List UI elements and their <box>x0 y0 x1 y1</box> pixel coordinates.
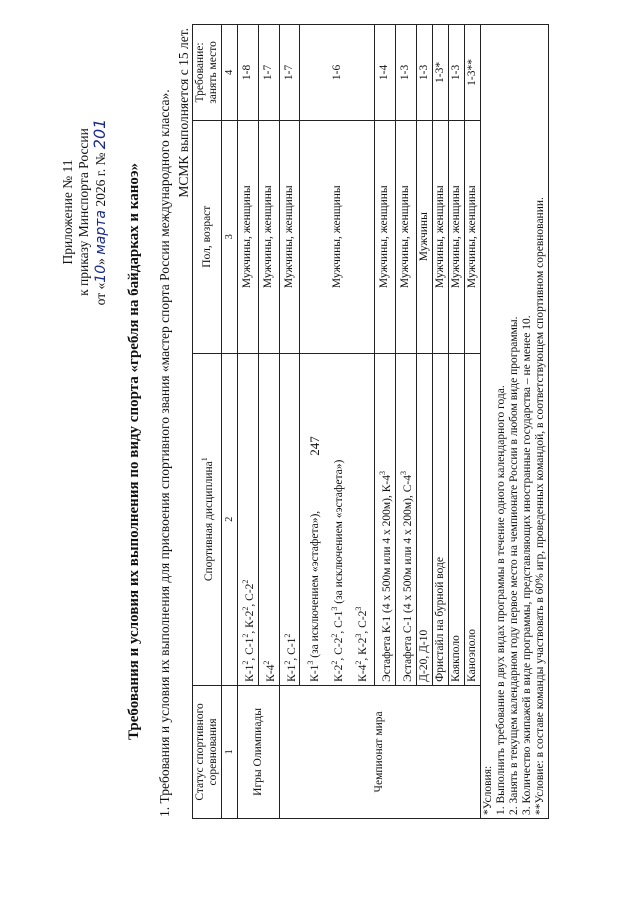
header-status: Статус спортивного соревнования <box>193 685 222 818</box>
requirements-table <box>192 24 549 819</box>
place-cell: 1-3 <box>448 25 464 121</box>
place-cell: 1-7 <box>279 25 300 121</box>
discipline-cell: Эстафета С-1 (4 х 500м или 4 х 200м), $С-4^3$ <box>395 353 416 685</box>
condition-item: **Условие: в составе команды участвовать в 60% игр, проведенных командой, в соответствующем спортивном соревновании. <box>533 197 546 815</box>
appendix-date: от «10» марта 2026 г. № 201 <box>90 118 109 306</box>
discipline-cell: Каякполо <box>448 353 464 685</box>
condition-item: 3. Количество экипажей в виде программы, представляющих иностранные государства – не менее 10. <box>520 315 533 815</box>
age-note: МСМК выполняется с 15 лет. <box>176 28 191 198</box>
place-cell: 1-3 <box>395 25 416 121</box>
discipline-cell: $К-1^2$, $С-1^2$, $К-2^2$, $С-2^2$ <box>238 353 259 685</box>
appendix-header <box>60 82 109 342</box>
appendix-number: Приложение № 11 <box>60 159 75 265</box>
header-discipline: Спортивная дисциплина$^1$ <box>193 353 222 685</box>
gender-cell: Мужчины, женщины <box>279 120 300 353</box>
conditions-cell <box>480 25 548 819</box>
gender-cell: Мужчины, женщины <box>464 120 480 353</box>
table-row <box>279 25 300 819</box>
date-day: 10 <box>93 264 109 283</box>
column-number-row: 1 2 3 4 <box>222 25 238 819</box>
conditions-row <box>480 25 548 819</box>
date-month: марта <box>93 210 109 255</box>
header-place: Требование: занять место <box>193 25 222 121</box>
gender-cell: Мужчины, женщины <box>300 120 374 353</box>
discipline-cell: Фристайл на бурной воде <box>432 353 448 685</box>
table-header-row <box>193 25 222 819</box>
place-cell: 1-7 <box>258 25 279 121</box>
gender-cell: Мужчины, женщины <box>395 120 416 353</box>
gender-cell: Мужчины, женщины <box>432 120 448 353</box>
gender-cell: Мужчины <box>416 120 432 353</box>
condition-item: 1. Выполнить требование в двух видах программы в течение одного календарного года. <box>494 385 507 815</box>
place-cell: 1-8 <box>238 25 259 121</box>
order-number: 201 <box>90 118 109 150</box>
header-gender: Пол, возраст <box>193 120 222 353</box>
place-cell: 1-3** <box>464 25 480 121</box>
place-cell: 1-3 <box>416 25 432 121</box>
section-subtitle: 1. Требования и условия их выполнения для присвоения спортивного звания «мастер спорта России международного класса». <box>157 89 172 817</box>
gender-cell: Мужчины, женщины <box>374 120 395 353</box>
discipline-cell: $К-1^3$ (за исключением «эстафета»), $К-2^2$, $С-2^2$, $С-1^3$ (за исключением «эстафета») $К-4^2$, $К-2^3$, $С-2^3$ <box>300 353 374 685</box>
document-title: Требования и условия их выполнения по виду спорта «гребля на байдарках и каноэ» <box>126 162 142 741</box>
status-world-championship: Чемпионат мира <box>279 685 480 818</box>
discipline-cell: $К-1^2$, $С-1^2$ <box>279 353 300 685</box>
discipline-cell: Д-20, Д-10 <box>416 353 432 685</box>
place-cell: 1-6 <box>300 25 374 121</box>
appendix-order-ref: к приказу Минспорта России <box>76 128 91 296</box>
status-olympics: Игры Олимпиады <box>238 685 280 818</box>
discipline-cell: Каноэполо <box>464 353 480 685</box>
condition-item: 2. Занять в текущем календарном году первое место на чемпионате России в любом виде программы. <box>507 316 520 815</box>
page-number: 247 <box>306 436 322 456</box>
gender-cell: Мужчины, женщины <box>238 120 259 353</box>
discipline-cell: $К-4^2$ <box>258 353 279 685</box>
gender-cell: Мужчины, женщины <box>448 120 464 353</box>
place-cell: 1-3* <box>432 25 448 121</box>
discipline-cell: Эстафета К-1 (4 х 500м или 4 х 200м), $К-4^3$ <box>374 353 395 685</box>
conditions-heading: *Условия: <box>481 765 494 815</box>
gender-cell: Мужчины, женщины <box>258 120 279 353</box>
table-row <box>238 25 259 819</box>
place-cell: 1-4 <box>374 25 395 121</box>
